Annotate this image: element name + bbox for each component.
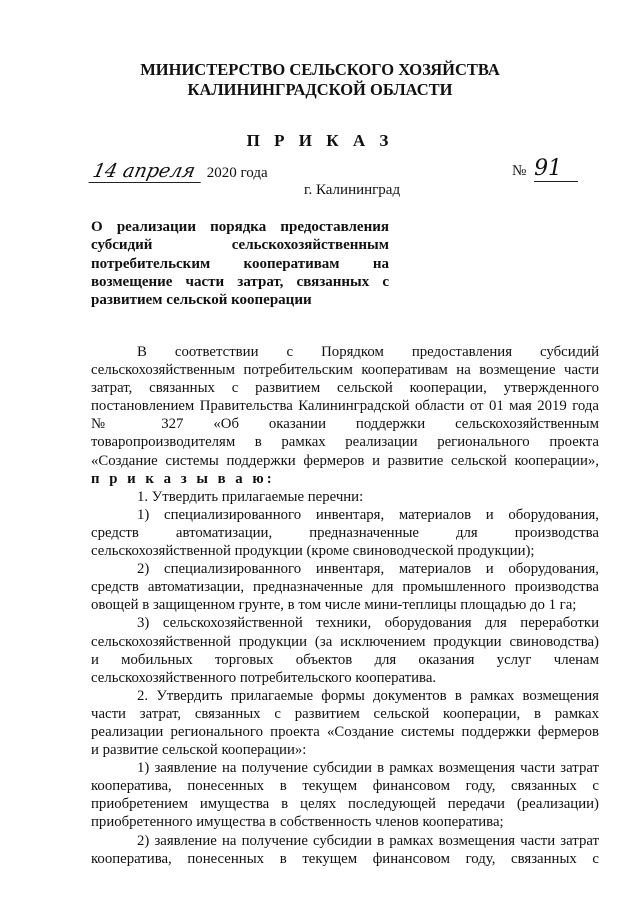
body-line: 1. Утвердить прилагаемые перечни: xyxy=(137,488,364,505)
subject-line: развитием сельской кооперации xyxy=(91,292,312,309)
body-line: кооператива, понесенных в текущем финансовом году, связанных с xyxy=(91,778,599,795)
order-subject xyxy=(91,218,389,309)
ministry-name-line2: КАЛИНИНГРАДСКОЙ ОБЛАСТИ xyxy=(187,80,453,99)
order-date xyxy=(91,160,268,183)
body-line: товаропроизводителям в рамках реализации регионального проекта xyxy=(91,434,599,451)
number-sign: № xyxy=(512,163,527,179)
subject-line: возмещение части затрат, связанных с xyxy=(91,273,389,290)
body-line: № 327 «Об оказании поддержки сельскохозяйственным xyxy=(91,416,599,433)
body-line: части затрат, связанных с развитием сельской кооперации, в рамках xyxy=(91,705,599,722)
body-line: и мобильных торговых объектов для оказания услуг членам xyxy=(91,651,599,668)
order-directive: п р и к а з ы в а ю: xyxy=(91,470,275,487)
body-line: В соответствии с Порядком предоставления субсидий xyxy=(137,344,599,360)
body-line: сельскохозяйственным потребительским кооперативам на возмещение части xyxy=(91,362,599,379)
body-line: постановлением Правительства Калининградской области от 01 мая 2019 года xyxy=(91,398,599,415)
body-line: средств автоматизации, предназначенные для производства xyxy=(91,524,599,541)
subject-line: О реализации порядка предоставления xyxy=(91,219,389,235)
order-city: г. Калининград xyxy=(304,182,401,198)
body-line: 2) заявление на получение субсидии в рамках возмещения части затрат xyxy=(137,832,599,849)
body-line: овощей в защищенном грунте, в том числе мини-теплицы площадью до 1 га; xyxy=(91,597,577,614)
body-line: 2) специализированного инвентаря, материалов и оборудования, xyxy=(137,561,599,578)
body-line: сельскохозяйственной продукции (кроме свиноводческой продукции); xyxy=(91,543,535,560)
body-line: приобретенного имущества в собственность членов кооператива; xyxy=(91,814,504,831)
handwritten-date: 14 апреля xyxy=(89,160,206,183)
body-line: приобретением имущества в целях последующей передачи (реализации) xyxy=(91,796,599,813)
body-line: сельскохозяйственного потребительского кооператива. xyxy=(91,669,437,686)
body-line: 2. Утвердить прилагаемые формы документов в рамках возмещения xyxy=(137,687,599,704)
body-line: средств автоматизации, предназначенные для промышленного производства xyxy=(91,579,599,596)
date-year: 2020 года xyxy=(206,165,268,181)
body-line: «Создание системы поддержки фермеров и развитие сельской кооперации», xyxy=(91,452,599,469)
body-line: сельскохозяйственной продукции (за исключением продукции свиноводства) xyxy=(91,633,599,650)
order-title: П Р И К А З xyxy=(246,131,394,150)
body-line: затрат, связанных с развитием сельской кооперации, утвержденного xyxy=(91,380,599,397)
subject-line: субсидий сельскохозяйственным xyxy=(91,237,389,254)
body-line: реализации регионального проекта «Создание системы поддержки фермеров xyxy=(91,723,599,740)
body-line: 3) сельскохозяйственной техники, оборудования для переработки xyxy=(137,615,599,632)
body-line: и развитие сельской кооперации»: xyxy=(91,742,307,759)
ministry-name-line1: МИНИСТЕРСТВО СЕЛЬСКОГО ХОЗЯЙСТВА xyxy=(140,60,500,79)
body-line: кооператива, понесенных в текущем финансовом году, связанных с xyxy=(91,850,599,867)
subject-line: потребительским кооперативам на xyxy=(91,255,389,272)
order-number xyxy=(512,156,578,182)
body-line: 1) заявление на получение субсидии в рамках возмещения части затрат xyxy=(137,760,599,777)
handwritten-number: 91 xyxy=(534,156,578,182)
body-line: 1) специализированного инвентаря, материалов и оборудования, xyxy=(137,506,599,523)
order-body xyxy=(91,343,599,868)
